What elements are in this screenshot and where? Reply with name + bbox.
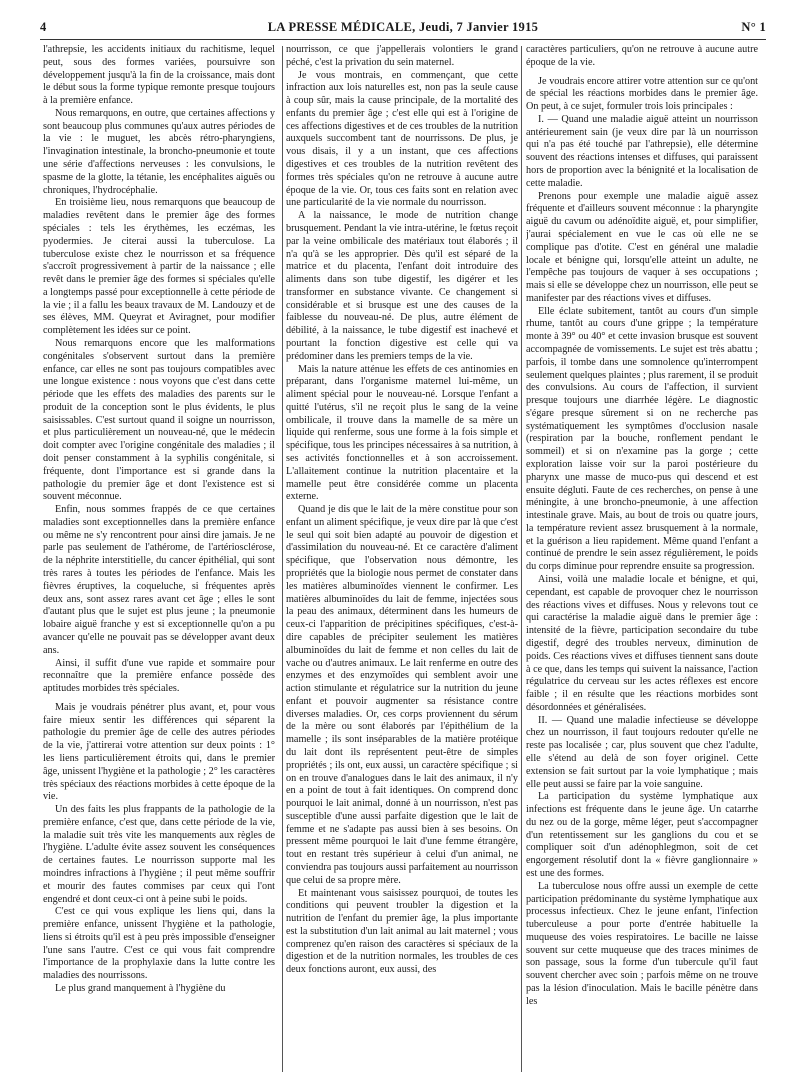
paragraph: La tuberculose nous offre aussi un exemple de cette participation prédominante du système lymphatique aux processus infectieux. Chez le jeune enfant, l'infection tuberculeuse a pour porte d'entrée habituelle la muqueuse des voies respiratoires. Le bacille ne laisse souvent sur cette muqueuse que des traces minimes de son passage, sous la forme d'un tubercule qu'il faut souvent chercher avec soin ; parfois même on ne trouve pas la lésion d'inoculation. Mais le bacille pénètre dans les — [526, 880, 758, 1007]
paragraph: Je voudrais encore attirer votre attention sur ce qu'ont de spécial les réactions morbides dans le premier âge. On peut, à ce sujet, formuler trois lois principales : — [526, 75, 758, 113]
paragraph: l'athrepsie, les accidents initiaux du rachitisme, lequel peut, sous des formes variées, poursuivre son développement jusqu'à la fin de la croissance, mais dont le début sous la forme typique remonte presque toujours à la première enfance. — [43, 44, 275, 107]
column-divider — [521, 46, 522, 1072]
running-title: LA PRESSE MÉDICALE, Jeudi, 7 Janvier 1915 — [267, 20, 539, 34]
paragraph: Ainsi, il suffit d'une vue rapide et sommaire pour reconnaître que la première enfance possède des aptitudes morbides très spéciales. — [43, 657, 275, 695]
text-column-1 — [43, 44, 275, 1076]
paragraph: Mais je voudrais pénétrer plus avant, et, pour vous faire mieux sentir les différences qui séparent la pathologie du premier âge de celle des autres périodes de la vie, j'attirerai votre attention sur deux points : 1° les liens particulièrement étroits qui, dans le premier âge, unissent l'hygiène et la pathologie ; 2° les caractères très spéciaux des réactions morbides à cette époque de la vie. — [43, 701, 275, 803]
paragraph: Mais la nature atténue les effets de ces antinomies en préparant, dans l'organisme maternel lui-même, un aliment spécial pour le nouveau-né. Lorsque l'enfant a quitté l'utérus, s'il ne reçoit plus le sang de la veine ombilicale, il trouve dans la mamelle de sa mère un liquide qui renferme, sous une forme à la fois simple et spécifique, tous les principes nécessaires à sa nutrition, à ses activités fonctionnelles et à son accroissement. L'allaitement continue la nutrition placentaire et la mamelle peut être considérée comme un placenta externe. — [286, 363, 518, 503]
paragraph: Je vous montrais, en commençant, que cette infraction aux lois naturelles est, non pas la seule cause à coup sûr, mais la cause principale, de la mortalité des enfants du premier âge ; c'est elle qui est à l'origine de ces affections digestives et de ces troubles de la nutrition auxquels succombent tant de nourrissons. De plus, je vous disais, il y a un instant, que ces affections digestives et ces troubles de la nutrition revêtent des formes très spéciales qu'on ne retrouve à aucune autre époque de la vie. Or, tous ces faits sont en relation avec une particularité de la vie normale du nourrisson. — [286, 69, 518, 209]
paragraph: Enfin, nous sommes frappés de ce que certaines maladies sont exceptionnelles dans la première enfance ou même ne s'y rencontrent pour ainsi dire jamais. Je ne parle pas seulement de l'athérome, de l'artériosclérose, de la néphrite interstitielle, du cancer épithélial, qui sont très rares à toutes les périodes de l'enfance. Mais les fièvres éruptives, la coqueluche, si fréquentes après deux ans, sont assez rares avant cet âge ; elles le sont d'autant plus que le sujet est plus jeune ; la pneumonie lobaire aiguë franche y est si exceptionnelle qu'on a pu avancer qu'elle ne pouvait pas se développer avant deux ans. — [43, 504, 275, 656]
paragraph: Un des faits les plus frappants de la pathologie de la première enfance, c'est que, dans cette période de la vie, la maladie suit très vite les manquements aux règles de l'hygiène. L'adulte évite assez souvent les conséquences de certaines fautes. Le nourrisson supporte mal les moindres infractions à l'hygiène ; il peut même souffrir et mourir des fautes commises par ceux qui l'ont engendré et dont ceux-ci ont à peine subi le poids. — [43, 804, 275, 905]
text-column-3 — [526, 44, 758, 1076]
paragraph: En troisième lieu, nous remarquons que beaucoup de maladies revêtent dans le premier âge des formes spéciales : tels les érythèmes, les eczémas, les pyodermies. Je citerai aussi la tuberculose. La tuberculose existe chez le nourrisson et sa fréquence s'accroît progressivement à partir de la naissance ; elle revêt dans le premier âge des formes si spéciales qu'elle a longtemps passé pour exceptionnelle à cette période de la vie ; il a fallu les beaux travaux de M. Landouzy et de ses élèves, MM. Queyrat et Aviragnet, pour modifier complètement les idées sur ce point. — [43, 197, 275, 337]
paragraph: Nous remarquons encore que les malformations congénitales s'observent surtout dans la première enfance, car elles ne sont pas toujours compatibles avec une longue existence : nous voyons que c'est dans cette période que les effets des maladies des parents sur le produit de la conception sont le plus évidents, le plus saisissables. C'est surtout quand il soigne un nourrisson, et plus particulièrement un nouveau-né, que le médecin doit compter avec l'origine congénitale des maladies ; il doit penser constamment à la syphilis congénitale, si fréquente, dont l'importance est si grande dans la pathologie du premier âge et dont l'existence est si souvent méconnue. — [43, 337, 275, 503]
paragraph: II. — Quand une maladie infectieuse se développe chez un nourrisson, il faut toujours redouter qu'elle ne reste pas localisée ; car, plus souvent que chez l'adulte, elle s'étend au delà de son foyer originel. Cette extension se fait surtout par la voie lymphatique ; mais elle peut aussi se faire par la voie sanguine. — [526, 714, 758, 790]
paragraph: La participation du système lymphatique aux infections est fréquente dans le jeune âge. Un catarrhe du nez ou de la gorge, même léger, peut s'accompagner d'un retentissement sur les ganglions du cou et se compliquer soit d'un adénophlegmon, soit de cet engorgement résolutif dont la « fièvre ganglionnaire » est une des formes. — [526, 791, 758, 879]
paragraph: A la naissance, le mode de nutrition change brusquement. Pendant la vie intra-utérine, le fœtus reçoit par la veine ombilicale des matériaux tout élaborés ; il n'a qu'à se les approprier. Dès qu'il est séparé de la matrice et du placenta, l'enfant doit introduire des aliments dans son tube digestif, les digérer et les transformer en substance vivante. Ce changement si considérable et si brusque est une des causes de la faiblesse du nouveau-né. De plus, autre élément de débilité, à la naissance, le tube digestif est inachevé et pourtant la fonction digestive est celle qui va prédominer dans les premiers temps de la vie. — [286, 210, 518, 362]
paragraph: Ainsi, voilà une maladie locale et bénigne, et qui, cependant, est capable de provoquer chez le nourrisson des réactions vives et diffuses. Nous y relevons tout ce qui caractérise la maladie aiguë dans le premier âge : intensité de la fièvre, participation secondaire du tube digestif, degré des troubles nerveux, diminution de poids. Ces réactions vives et diffuses tiennent sans doute à ce que, dans les temps qui suivent la naissance, l'action régulatrice du cerveau sur les actes réflexes est encore faible ; il en résulte que les réactions morbides sont désordonnées et généralisées. — [526, 574, 758, 713]
paragraph: Elle éclate subitement, tantôt au cours d'un simple rhume, tantôt au cours d'une grippe ; la température monte à 39° ou 40° et cette invasion brusque est souvent accompagnée de vomissements. Le sujet est très abattu ; parfois, il tombe dans une somnolence qu'interrompent seulement quelques plaintes ; plus rarement, il se produit des convulsions. Au cours de l'affection, il survient presque toujours une diarrhée légère. Le diagnostic s'égare presque sûrement si on ne recherche pas systématiquement les symptômes d'occlusion nasale (respiration par la bouche, ronflement pendant le sommeil) et si on n'examine pas la gorge ; cette exploration laisse voir sur la paroi postérieure du pharynx une masse de muco-pus qui descend et est ensuite dégluti. Faute de ces recherches, on pense à une méningite, à une broncho-pneumonie, à une affection intestinale grave. Mais, au bout de trois ou quatre jours, la température revient assez brusquement à la normale, et la guérison a lieu rapidement. Même quand l'enfant a continué de prendre le sein assez régulièrement, le poids du corps diminue pour reprendre ensuite sa progression. — [526, 305, 758, 573]
text-column-2 — [286, 44, 518, 1076]
paragraph: I. — Quand une maladie aiguë atteint un nourrisson antérieurement sain (je veux dire par là un nourrisson qui n'a pas été touché par l'athrepsie), elle détermine souvent des réactions intenses et diffuses, qui paraissent hors de proportion avec la bénignité et la localisation de cette maladie. — [526, 113, 758, 189]
paragraph: C'est ce qui vous explique les liens qui, dans la première enfance, unissent l'hygiène et la pathologie, liens si étroits qu'il est à peu près impossible d'enseigner l'une sans l'autre. C'est ce qui vous fait comprendre l'importance de la prophylaxie dans la lutte contre les maladies des nourrissons. — [43, 906, 275, 982]
paragraph: Nous remarquons, en outre, que certaines affections y sont beaucoup plus communes qu'aux autres périodes de la vie : le muguet, les abcès rétro-pharyngiens, l'invagination intestinale, la broncho-pneumonie et toute une série d'affections nerveuses : les convulsions, le spasme de la glotte, la tétanie, les encéphalites aiguës ou chroniques, l'hydrocéphalie. — [43, 107, 275, 196]
issue-number: N° 1 — [741, 20, 766, 34]
paragraph: Quand je dis que le lait de la mère constitue pour son enfant un aliment spécifique, je veux dire par là que c'est le seul qui soit bien adapté au pouvoir de digestion et d'assimilation du nouveau-né. Et ce caractère d'aliment spécifique, que l'observation nous démontre, les propriétés que la biologie nous permet de constater dans les matières albuminoïdes viennent le confirmer. Les matières albuminoïdes du lait de femme, injectées sous la peau des animaux, déterminent dans les humeurs de ceux-ci l'apparition de précipitines spécifiques, c'est-à-dire capables de précipiter seulement les matières albuminoïdes du lait de femme et non celles du lait de vache ou d'autres animaux. Le lait renferme en outre des enzymes et des enzymoïdes qui semblent avoir une action stimulante et régulatrice sur la nutrition du jeune enfant et pouvoir augmenter sa résistance contre diverses maladies. Or, ces corps proviennent du sérum de la mère ou sont élaborés par l'épithélium de la mamelle ; ils sont inséparables de la matière protéique du lait dont ils représentent peut-être de simples propriétés ; ils ont, eux aussi, un caractère spécifique ; si on en trouve d'analogues dans le lait des animaux, il n'y en a point de tout à fait identiques. On comprend donc pourquoi le lait animal, donné à un nourrisson, n'est pas susceptible d'une aussi parfaite digestion que le lait de femme et ne s'adapte pas aussi bien à ses besoins. On pressent même pourquoi le lait d'une femme étrangère, tout en restant très supérieur à celui d'un animal, ne conviendra pas toujours aussi parfaitement au nourrisson que celui de sa propre mère. — [286, 504, 518, 886]
paragraph: nourrisson, ce que j'appellerais volontiers le grand péché, c'est la privation du sein maternel. — [286, 44, 518, 68]
paragraph: caractères particuliers, qu'on ne retrouve à aucune autre époque de la vie. — [526, 44, 758, 68]
page-number: 4 — [40, 20, 47, 34]
paragraph: Prenons pour exemple une maladie aiguë assez fréquente et d'ailleurs souvent méconnue : la pharyngite aiguë du cavum ou adénoïdite aiguë, et, pour simplifier, j'aurai spécialement en vue le cas où elle ne se complique pas d'otite. C'est en général une maladie locale et bénigne qui, lorsqu'elle atteint un adulte, ne l'empêche pas toujours de vaquer à ses occupations ; mais si elle se développe chez un nourrisson, elle peut se manifester par des réactions vives et diffuses. — [526, 190, 758, 304]
paragraph: Le plus grand manquement à l'hygiène du — [55, 983, 226, 995]
header-rule — [40, 39, 766, 40]
paragraph: Et maintenant vous saisissez pourquoi, de toutes les conditions qui peuvent troubler la digestion et la nutrition de l'enfant du premier âge, la plus importante est la substitution d'un lait animal au lait maternel ; vous comprenez qu'en raison des caractères si spéciaux de la digestion et de la nutrition normales, les troubles de ces deux fonctions auront, eux aussi, des — [286, 887, 518, 976]
column-divider — [282, 46, 283, 1072]
page-header — [40, 20, 766, 36]
